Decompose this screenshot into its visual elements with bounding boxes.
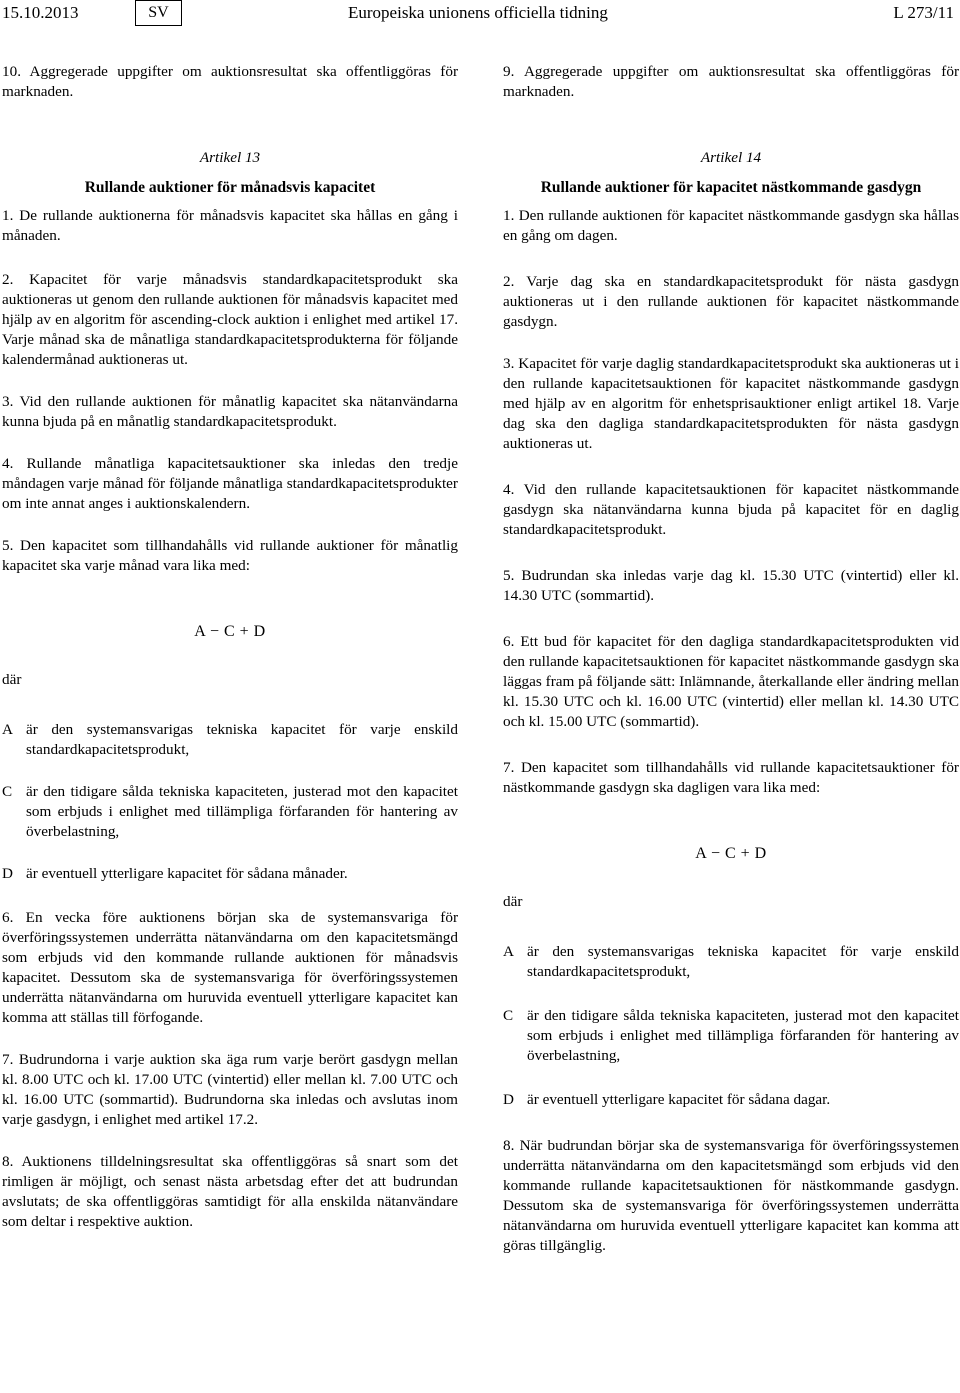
- article-number: Artikel 13: [199, 149, 261, 166]
- paragraph-8: 8. När budrundan börjar ska de systemansvariga för överföringssystemen underrätta nätanvändarna om den kapacitetsmängd som erbjuds vid den kommande rullande kapacitetsauktionen för nästkommande gasdygn. Dessutom ska de systemansvariga för överföringssystemen underrätta nätanvändarna om huruvida eventuell ytterligare kapacitet kan komma att göras tillgänglig.: [503, 1137, 959, 1254]
- language-badge: SV: [135, 0, 182, 26]
- journal-title: Europeiska unionens officiella tidning: [348, 3, 608, 22]
- paragraph-7: 7. Den kapacitet som tillhandahålls vid rullande kapacitetsauktioner för nästkommande gasdygn ska dagligen vara lika med:: [503, 759, 959, 796]
- capacity-formula: A − C + D: [695, 845, 767, 862]
- paragraph-5: 5. Den kapacitet som tillhandahålls vid rullande auktioner för månatlig kapacitet ska varje månad vara lika med:: [2, 537, 458, 574]
- paragraph-3: 3. Vid den rullande auktionen för månatlig kapacitet ska nätanvändarna kunna bjuda på en månatlig standardkapacitetsprodukt.: [2, 393, 458, 430]
- paragraph-4: 4. Vid den rullande kapacitetsauktionen för kapacitet nästkommande gasdygn ska nätanvändarna kunna bjuda på kapacitet för en daglig standardkapacitetsprodukt.: [503, 481, 959, 538]
- paragraph-1: 1. De rullande auktionerna för månadsvis kapacitet ska hållas en gång i månaden.: [2, 207, 458, 244]
- definition-symbol: D: [2, 865, 13, 882]
- paragraph-6: 6. Ett bud för kapacitet för den dagliga standardkapacitetsprodukten vid den rullande kapacitetsauktionen för kapacitet nästkommande gasdygn ska läggas fram på följande sätt: Inlämnande, återkallande eller ändring mellan kl. 15.30 UTC och kl. 16.00 UTC (vintertid) eller mellan kl. 14.30 UTC och kl. 15.00 UTC (sommartid).: [503, 633, 959, 730]
- where-label: där: [2, 671, 22, 688]
- paragraph-6: 6. En vecka före auktionens början ska de systemansvariga för överföringssystemen underrätta nätanvändarna om den kapacitetsmängd som erbjuds vid den kommande rullande auktionen för månadsvis kapacitet. Dessutom ska de systemansvariga för överföringssystemen underrätta nätanvändarna om huruvida eventuell ytterligare kapacitet kan komma att ställas till förfogande.: [2, 909, 458, 1026]
- definition-d: [503, 1090, 959, 1110]
- paragraph-4: 4. Rullande månatliga kapacitetsauktioner ska inledas den tredje måndagen varje månad för följande månatliga standardkapacitetsprodukter om inte annat anges i auktionskalendern.: [2, 455, 458, 512]
- paragraph-5: 5. Budrundan ska inledas varje dag kl. 15.30 UTC (vintertid) eller kl. 14.30 UTC (sommartid).: [503, 567, 959, 604]
- left-column: [2, 62, 458, 1232]
- definition-symbol: C: [2, 783, 13, 800]
- article-title: Rullande auktioner för månadsvis kapacitet: [84, 179, 376, 196]
- paragraph-10: 10. Aggregerade uppgifter om auktionsresultat ska offentliggöras för marknaden.: [2, 63, 458, 100]
- article-number: Artikel 14: [700, 149, 762, 166]
- page-number: L 273/11: [893, 3, 954, 22]
- article-title: Rullande auktioner för kapacitet nästkommande gasdygn: [540, 179, 922, 196]
- paragraph-8: 8. Auktionens tilldelningsresultat ska offentliggöras så snart som det rimligen är möjligt, och senast nästa arbetsdag efter det att budrundan avslutats; de ska offentliggöras samtidigt för alla enskilda nätanvändare som deltar i respektive auktion.: [2, 1153, 458, 1230]
- definition-text: är den systemansvarigas tekniska kapacitet för varje enskild standardkapacitetsprodukt,: [527, 943, 959, 980]
- definition-d: [2, 864, 458, 884]
- definition-text: är eventuell ytterligare kapacitet för sådana dagar.: [527, 1091, 831, 1108]
- capacity-formula: A − C + D: [194, 623, 266, 640]
- definition-c: [2, 782, 458, 842]
- publication-date: 15.10.2013: [2, 3, 79, 22]
- definition-symbol: C: [503, 1007, 514, 1024]
- definition-c: [503, 1006, 959, 1066]
- paragraph-9: 9. Aggregerade uppgifter om auktionsresultat ska offentliggöras för marknaden.: [503, 63, 959, 100]
- definition-a: [503, 942, 959, 982]
- paragraph-1: 1. Den rullande auktionen för kapacitet nästkommande gasdygn ska hållas en gång om dagen.: [503, 207, 959, 244]
- right-column: [503, 62, 959, 1256]
- definition-a: [2, 720, 458, 760]
- paragraph-2: 2. Varje dag ska en standardkapacitetsprodukt för nästa gasdygn auktioneras ut i den rullande auktionen för kapacitet nästkommande gasdygn.: [503, 273, 959, 330]
- paragraph-2: 2. Kapacitet för varje månadsvis standardkapacitetsprodukt ska auktioneras ut genom den rullande auktionen för månadsvis kapacitet med hjälp av en algoritm för ascending-clock auktion i enlighet med artikel 17. Varje månad ska de månatliga standardkapacitetsprodukterna för följande kalendermånad auktioneras ut.: [2, 271, 458, 368]
- definition-symbol: D: [503, 1091, 514, 1108]
- where-label: där: [503, 893, 523, 910]
- paragraph-7: 7. Budrundorna i varje auktion ska äga rum varje berört gasdygn mellan kl. 8.00 UTC och kl. 17.00 UTC (vintertid) eller mellan kl. 7.00 UTC och kl. 16.00 UTC (sommartid). Budrundorna ska inledas och avslutas inom varje gasdygn, i enlighet med artikel 17.2.: [2, 1051, 458, 1128]
- definition-symbol: A: [2, 721, 13, 738]
- definition-text: är den systemansvarigas tekniska kapacitet för varje enskild standardkapacitetsprodukt,: [26, 721, 458, 758]
- definition-text: är den tidigare sålda tekniska kapaciteten, justerad mot den kapacitet som erbjuds i enlighet med tillämpliga förfaranden för hantering av överbelastning,: [26, 783, 458, 840]
- paragraph-3: 3. Kapacitet för varje daglig standardkapacitetsprodukt ska auktioneras ut i den rullande kapacitetsauktionen för kapacitet nästkommande gasdygn med hjälp av en algoritm för enhetsprisauktioner enligt artikel 18. Varje dag ska den dagliga standardkapacitetsprodukten för nästa gasdygn auktioneras ut.: [503, 355, 959, 452]
- page-header: [0, 0, 960, 30]
- definition-symbol: A: [503, 943, 514, 960]
- definition-text: är eventuell ytterligare kapacitet för sådana månader.: [26, 865, 348, 882]
- definition-text: är den tidigare sålda tekniska kapaciteten, justerad mot den kapacitet som erbjuds i enlighet med tillämpliga förfaranden för hantering av överbelastning,: [527, 1007, 959, 1064]
